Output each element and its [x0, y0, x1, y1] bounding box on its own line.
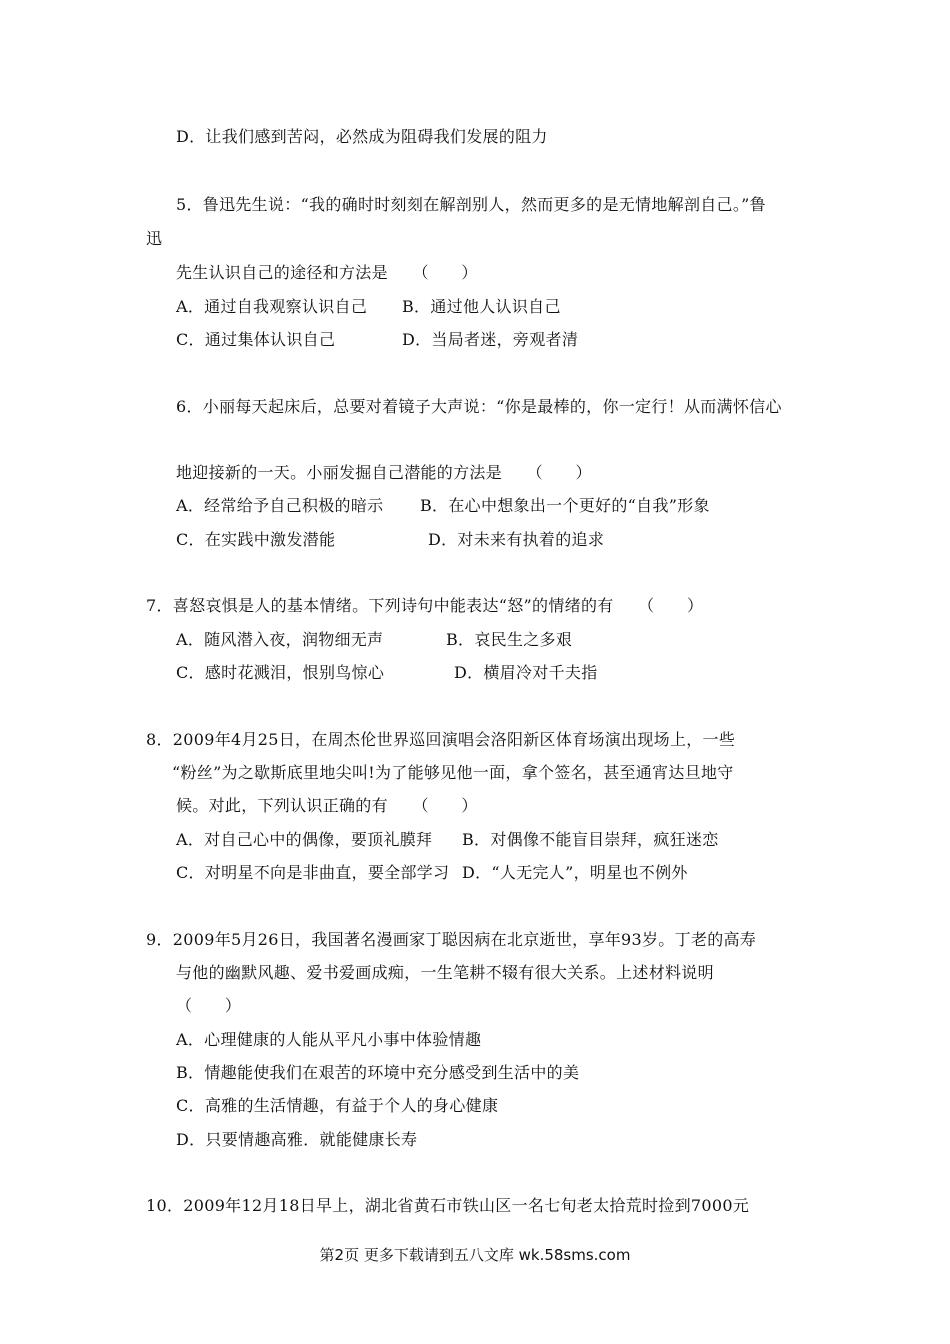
q6-option-b: B．在心中想象出一个更好的“自我”形象 [420, 496, 710, 515]
q6-option-a: A．经常给予自己积极的暗示 [176, 496, 384, 515]
q7-option-c: C．感时花溅泪，恨别鸟惊心 [176, 663, 385, 682]
q8-option-c: C．对明星不向是非曲直，要全部学习 [176, 863, 450, 882]
q9-stem-line2: 与他的幽默风趣、爱书爱画成痴，一生笔耕不辍有很大关系。上述材料说明 [176, 963, 714, 982]
q4-option-d: D．让我们感到苦闷，必然成为阻碍我们发展的阻力 [176, 127, 548, 146]
q5-stem-line3: 先生认识自己的途径和方法是 （ ） [176, 263, 478, 282]
q7-option-b: B．哀民生之多艰 [446, 630, 573, 649]
q6-option-d: D．对未来有执着的追求 [428, 530, 605, 549]
q9-stem-line3: （ ） [176, 996, 242, 1015]
q9-option-b: B．情趣能使我们在艰苦的环境中充分感受到生活中的美 [176, 1063, 580, 1082]
q8-option-b: B．对偶像不能盲目崇拜，疯狂迷恋 [462, 830, 719, 849]
q6-stem-line2: 地迎接新的一天。小丽发掘自己潜能的方法是 （ ） [176, 463, 592, 482]
q7-stem-line1: 7．喜怒哀惧是人的基本情绪。下列诗句中能表达“怒”的情绪的有 （ ） [146, 596, 704, 615]
page-footer: 第2页 更多下载请到五八文库 wk.58sms.com [319, 1246, 631, 1264]
q8-option-a: A．对自己心中的偶像，要顶礼膜拜 [176, 830, 433, 849]
q9-option-c: C．高雅的生活情趣，有益于个人的身心健康 [176, 1096, 499, 1115]
q5-option-c: C．通过集体认识自己 [176, 330, 336, 349]
q5-option-d: D．当局者迷，旁观者清 [402, 330, 579, 349]
q9-option-d: D．只要情趣高雅．就能健康长寿 [176, 1130, 418, 1149]
q8-stem-line1: 8．2009年4月25日，在周杰伦世界巡回演唱会洛阳新区体育场演出现场上，一些 [146, 730, 736, 749]
q6-option-c: C．在实践中激发潜能 [176, 530, 336, 549]
q8-stem-line2: “粉丝”为之歇斯底里地尖叫!为了能够见他一面，拿个签名，甚至通宵达旦地守 [172, 763, 734, 782]
q5-stem-line2: 迅 [146, 229, 163, 248]
q7-option-d: D．横眉冷对千夫指 [454, 663, 598, 682]
q7-option-a: A．随风潜入夜，润物细无声 [176, 630, 384, 649]
q10-stem-line1: 10．2009年12月18日早上，湖北省黄石市铁山区一名七旬老太拾荒时捡到7000元 [146, 1196, 750, 1215]
q9-stem-line1: 9．2009年5月26日，我国著名漫画家丁聪因病在北京逝世，享年93岁。丁老的高寿 [146, 930, 757, 949]
q5-option-b: B．通过他人认识自己 [402, 297, 561, 316]
q8-stem-line3: 候。对此，下列认识正确的有 （ ） [176, 796, 478, 815]
q9-option-a: A．心理健康的人能从平凡小事中体验情趣 [176, 1030, 482, 1049]
q8-option-d: D．“人无完人”，明星也不例外 [462, 863, 688, 882]
q6-stem-line1: 6．小丽每天起床后，总要对着镜子大声说：“你是最棒的，你一定行！从而满怀信心 [176, 397, 782, 416]
q5-stem-line1: 5．鲁迅先生说：“我的确时时刻刻在解剖别人，然而更多的是无情地解剖自己。”鲁 [176, 195, 766, 214]
q5-option-a: A．通过自我观察认识自己 [176, 297, 368, 316]
